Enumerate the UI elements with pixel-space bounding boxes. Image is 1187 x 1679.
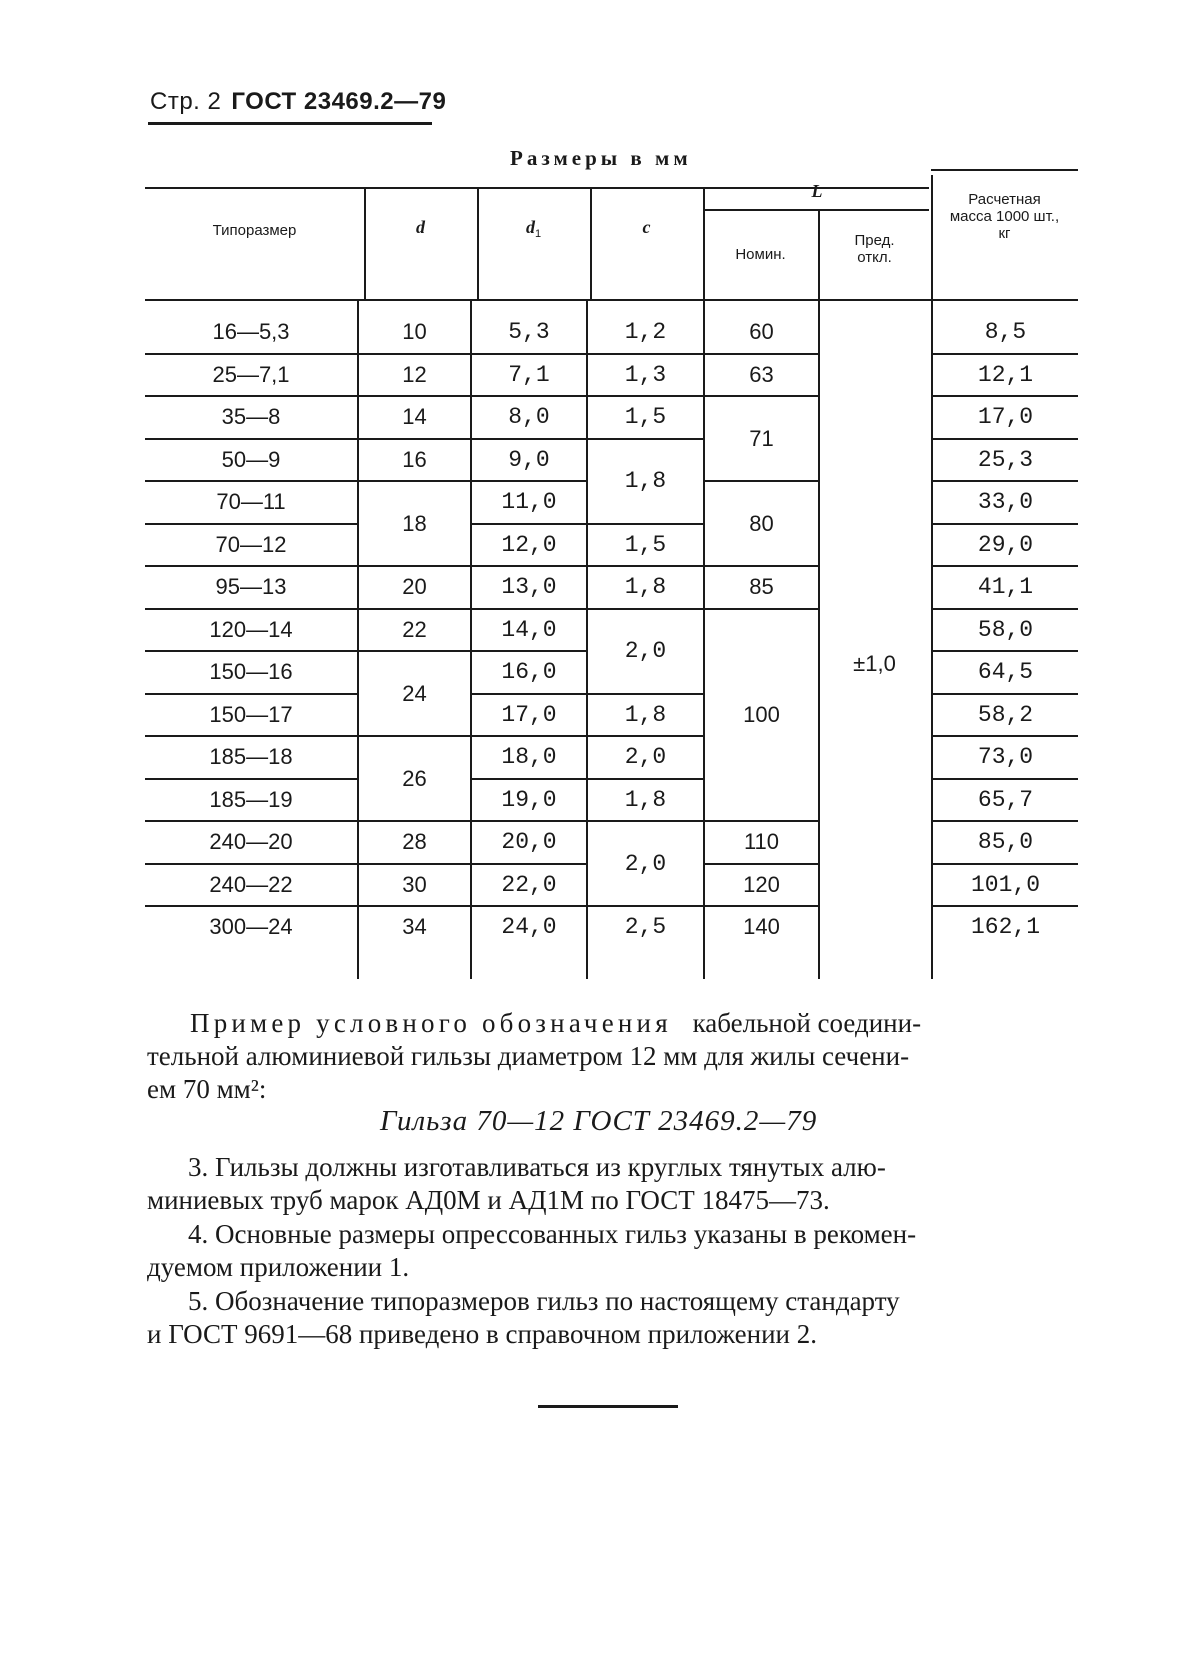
mass-cell: 65,7: [977, 787, 1034, 813]
header-d: d: [416, 217, 425, 237]
L-split-rule: [703, 209, 929, 211]
row-rule: [145, 735, 357, 737]
clause-3-line-1: 3. Гильзы должны изготавливаться из круглых тянутых алю-: [188, 1152, 886, 1182]
header-divider: [477, 187, 479, 299]
d-cell: 10: [402, 319, 427, 344]
row-rule: [145, 395, 357, 397]
c-cell: 2,0: [624, 744, 667, 770]
page-number: Стр. 2: [150, 88, 222, 115]
mass-cell: 41,1: [977, 574, 1034, 600]
d-cell: 24: [402, 681, 427, 706]
header-mass-line2: масса 1000 шт.,: [949, 208, 1060, 225]
group-rule: [359, 608, 470, 610]
standard-number: ГОСТ 23469.2—79: [231, 88, 447, 115]
tiporazmer-cell: 95—13: [215, 574, 287, 599]
header-L-nominal: Номин.: [735, 246, 786, 263]
group-rule: [588, 395, 703, 397]
header-divider: [364, 187, 366, 299]
tiporazmer-cell: 185—18: [209, 744, 293, 769]
tiporazmer-cell: 70—12: [215, 532, 287, 557]
L-nominal-cell: 140: [743, 914, 780, 939]
group-rule: [705, 608, 818, 610]
row-rule: [472, 778, 586, 780]
page-header: [150, 88, 446, 116]
row-rule: [933, 480, 1078, 482]
row-rule: [472, 820, 586, 822]
d1-cell: 18,0: [501, 744, 557, 770]
row-rule: [933, 863, 1078, 865]
d-cell: 16: [402, 447, 427, 472]
mass-cell: 58,2: [977, 702, 1034, 728]
header-bottom-rule: [145, 299, 1078, 301]
clause-5-line-1: 5. Обозначение типоразмеров гильз по настоящему стандарту: [188, 1286, 900, 1316]
L-nominal-cell: 60: [749, 319, 774, 344]
mass-top-rule: [931, 169, 1078, 171]
header-mass-line3: кг: [998, 225, 1011, 242]
group-rule: [359, 395, 470, 397]
row-rule: [472, 905, 586, 907]
c-cell: 1,8: [624, 702, 667, 728]
group-rule: [588, 565, 703, 567]
group-rule: [359, 438, 470, 440]
group-rule: [588, 608, 703, 610]
header-L-deviation-line1: Пред.: [854, 232, 895, 249]
d-cell: 26: [402, 766, 427, 791]
mass-cell: 58,0: [977, 617, 1034, 643]
group-rule: [359, 735, 470, 737]
L-tolerance-value: ±1,0: [853, 651, 896, 676]
header-L-deviation: [818, 232, 931, 266]
tiporazmer-cell: 50—9: [221, 447, 281, 472]
group-rule: [359, 820, 470, 822]
end-rule: [538, 1405, 678, 1408]
header-mass-line1: Расчетная: [968, 191, 1041, 208]
d1-cell: 11,0: [501, 489, 557, 515]
c-cell: 1,3: [624, 362, 667, 388]
group-rule: [359, 353, 470, 355]
L-nominal-cell: 63: [749, 362, 774, 387]
tiporazmer-cell: 120—14: [209, 617, 293, 642]
example-intro-spaced: Пример условного обозначения: [190, 1008, 672, 1038]
tiporazmer-cell: 240—20: [209, 829, 293, 854]
row-rule: [933, 608, 1078, 610]
tiporazmer-cell: 185—19: [209, 787, 293, 812]
row-rule: [472, 438, 586, 440]
clause-4-line-1: 4. Основные размеры опрессованных гильз указаны в рекомен-: [188, 1219, 917, 1249]
group-rule: [359, 905, 470, 907]
d1-cell: 5,3: [508, 319, 550, 345]
row-rule: [472, 480, 586, 482]
mass-cell: 73,0: [977, 744, 1034, 770]
header-tiporazmer: Типоразмер: [212, 222, 297, 239]
d1-cell: 16,0: [501, 659, 557, 685]
L-nominal-cell: 85: [749, 574, 774, 599]
d-cell: 20: [402, 574, 427, 599]
row-rule: [933, 735, 1078, 737]
d1-cell: 12,0: [501, 532, 557, 558]
d1-cell: 19,0: [501, 787, 557, 813]
group-rule: [588, 905, 703, 907]
row-rule: [933, 693, 1078, 695]
header-c: c: [642, 217, 651, 237]
mass-cell: 64,5: [977, 659, 1034, 685]
c-cell: 2,5: [624, 914, 667, 940]
clause-4-line-2: дуемом приложении 1.: [147, 1252, 410, 1282]
header-divider: [703, 187, 705, 299]
row-rule: [933, 438, 1078, 440]
d-cell: 14: [402, 404, 427, 429]
group-rule: [588, 693, 703, 695]
group-rule: [588, 820, 703, 822]
d1-cell: 9,0: [508, 447, 550, 473]
c-cell: 1,8: [624, 574, 667, 600]
row-rule: [145, 863, 357, 865]
row-rule: [145, 523, 357, 525]
example-line-3: ем 70 мм²:: [147, 1074, 267, 1104]
mass-cell: 29,0: [977, 532, 1034, 558]
group-rule: [705, 565, 818, 567]
group-rule: [588, 353, 703, 355]
tiporazmer-cell: 150—17: [209, 702, 293, 727]
row-rule: [472, 693, 586, 695]
row-rule: [145, 353, 357, 355]
row-rule: [933, 905, 1078, 907]
c-cell: 1,5: [624, 404, 667, 430]
group-rule: [705, 353, 818, 355]
row-rule: [933, 395, 1078, 397]
group-rule: [705, 820, 818, 822]
c-cell: 1,2: [624, 319, 667, 345]
d-cell: 18: [402, 511, 427, 536]
row-rule: [145, 693, 357, 695]
header-L-deviation-line2: откл.: [857, 249, 892, 266]
mass-cell: 25,3: [977, 447, 1034, 473]
header-d1: [477, 219, 590, 243]
group-rule: [359, 863, 470, 865]
row-rule: [145, 778, 357, 780]
row-rule: [145, 480, 357, 482]
row-rule: [145, 905, 357, 907]
row-rule: [472, 863, 586, 865]
d-cell: 28: [402, 829, 427, 854]
c-cell: 1,5: [624, 532, 667, 558]
header-underline: [148, 122, 432, 125]
row-rule: [933, 778, 1078, 780]
tiporazmer-cell: 70—11: [216, 489, 286, 514]
tiporazmer-cell: 300—24: [209, 914, 293, 939]
example-designation: Гильза 70—12 ГОСТ 23469.2—79: [380, 1105, 818, 1137]
mass-cell: 85,0: [977, 829, 1034, 855]
L-nominal-cell: 71: [749, 426, 774, 451]
row-rule: [472, 523, 586, 525]
row-rule: [933, 565, 1078, 567]
row-rule: [933, 650, 1078, 652]
example-line-2: тельной алюминиевой гильзы диаметром 12 мм для жилы сечени-: [147, 1041, 910, 1071]
tiporazmer-cell: 150—16: [209, 659, 293, 684]
row-rule: [145, 565, 357, 567]
row-rule: [472, 353, 586, 355]
L-nominal-cell: 80: [749, 511, 774, 536]
c-cell: 2,0: [624, 851, 667, 877]
mass-cell: 162,1: [970, 914, 1040, 940]
group-rule: [705, 480, 818, 482]
mass-cell: 101,0: [970, 872, 1040, 898]
mass-cell: 17,0: [977, 404, 1034, 430]
d1-cell: 22,0: [501, 872, 557, 898]
tiporazmer-cell: 35—8: [221, 404, 281, 429]
header-divider: [590, 187, 592, 299]
d1-cell: 13,0: [501, 574, 557, 600]
d-cell: 34: [402, 914, 427, 939]
header-d1-subscript: 1: [534, 228, 542, 240]
d1-cell: 17,0: [501, 702, 557, 728]
body-divider: [818, 299, 820, 979]
group-rule: [588, 438, 703, 440]
header-d1-symbol: d: [525, 217, 535, 237]
mass-cell: 12,1: [977, 362, 1034, 388]
row-rule: [145, 438, 357, 440]
row-rule: [472, 565, 586, 567]
mass-cell: 8,5: [984, 319, 1027, 345]
example-intro-rest: кабельной соедини-: [692, 1008, 922, 1038]
row-rule: [145, 608, 357, 610]
L-nominal-cell: 120: [743, 872, 780, 897]
row-rule: [472, 650, 586, 652]
row-rule: [472, 395, 586, 397]
example-intro: [190, 1007, 1080, 1040]
group-rule: [705, 863, 818, 865]
c-cell: 2,0: [624, 638, 667, 664]
group-rule: [588, 523, 703, 525]
row-rule: [933, 820, 1078, 822]
clause-5-line-2: и ГОСТ 9691—68 приведено в справочном приложении 2.: [147, 1319, 817, 1349]
c-cell: 1,8: [624, 468, 667, 494]
group-rule: [359, 480, 470, 482]
row-rule: [472, 735, 586, 737]
mass-cell: 33,0: [977, 489, 1034, 515]
d1-cell: 8,0: [508, 404, 550, 430]
d-cell: 30: [402, 872, 427, 897]
d1-cell: 14,0: [501, 617, 557, 643]
table-title: Размеры в мм: [510, 146, 692, 170]
group-rule: [705, 905, 818, 907]
row-rule: [145, 650, 357, 652]
d-cell: 12: [402, 362, 427, 387]
row-rule: [933, 523, 1078, 525]
row-rule: [933, 353, 1078, 355]
d1-cell: 7,1: [508, 362, 550, 388]
group-rule: [588, 735, 703, 737]
group-rule: [588, 778, 703, 780]
group-rule: [359, 650, 470, 652]
tiporazmer-cell: 16—5,3: [212, 319, 290, 344]
d1-cell: 24,0: [501, 914, 557, 940]
row-rule: [472, 608, 586, 610]
group-rule: [359, 565, 470, 567]
tiporazmer-cell: 240—22: [209, 872, 293, 897]
L-nominal-cell: 110: [743, 829, 780, 854]
clause-3-line-2: миниевых труб марок АД0М и АД1М по ГОСТ 18475—73.: [147, 1185, 830, 1215]
d-cell: 22: [402, 617, 427, 642]
header-mass: [931, 191, 1078, 242]
c-cell: 1,8: [624, 787, 667, 813]
row-rule: [145, 820, 357, 822]
header-L: L: [811, 181, 823, 201]
tiporazmer-cell: 25—7,1: [212, 362, 290, 387]
L-nominal-cell: 100: [743, 702, 780, 727]
d1-cell: 20,0: [501, 829, 557, 855]
group-rule: [705, 395, 818, 397]
